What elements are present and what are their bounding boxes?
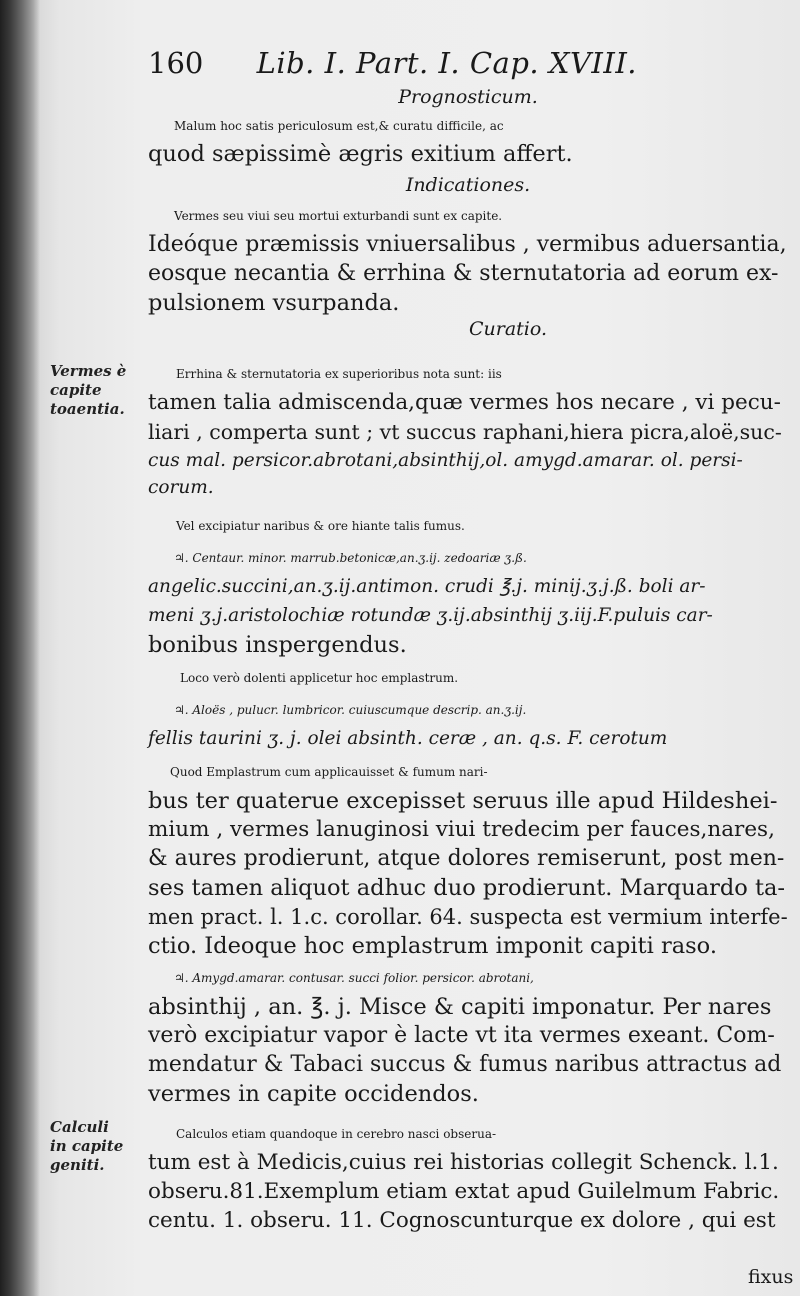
recipe-line: ♃. Aloës , pulucr. lumbricor. cuiuscumque descrip. an.ʒ.ij.: [174, 703, 527, 717]
page-header: [148, 46, 708, 82]
recipe-line: meni ʒ.j.aristolochiæ rotundæ ʒ.ij.absinthij ʒ.iij.F.puluis car-: [148, 605, 713, 626]
text-line: centu. 1. obseru. 11. Cognoscunturque ex dolore , qui est: [148, 1208, 776, 1233]
text-line: ses tamen aliquot adhuc duo prodierunt. Marquardo ta-: [148, 875, 786, 901]
text-line: bonibus inspergendus.: [148, 632, 407, 658]
text-line: ctio. Ideoque hoc emplastrum imponit capiti raso.: [148, 933, 717, 959]
text-line: eosque necantia & errhina & sternutatoria ad eorum ex-: [148, 261, 779, 286]
text-line: & aures prodierunt, atque dolores remiserunt, post men-: [148, 846, 785, 871]
section-heading-prognosticum: Prognosticum.: [398, 86, 538, 108]
text-line: tum est à Medicis,cuius rei historias collegit Schenck. l.1.: [148, 1150, 779, 1175]
text-line: cus mal. persicor.abrotani,absinthij,ol. amygd.amarar. ol. persi-: [148, 450, 743, 471]
margin-note-vermes: [50, 362, 148, 419]
text-line: mium , vermes lanuginosi viui tredecim per fauces,nares,: [148, 817, 775, 842]
margin-note-line: capite: [50, 381, 102, 399]
section-heading-indicationes: Indicationes.: [405, 174, 531, 196]
text-line: vermes in capite occidendos.: [148, 1081, 479, 1107]
page-number: 160: [148, 46, 204, 80]
text-line: tamen talia admiscenda,quæ vermes hos necare , vi pecu-: [148, 390, 781, 415]
catchword: fixus: [748, 1266, 794, 1288]
margin-note-line: toaentia.: [50, 400, 125, 418]
margin-note-line: Vermes è: [50, 362, 127, 380]
margin-note-line: geniti.: [50, 1156, 105, 1174]
text-line: pulsionem vsurpanda.: [148, 290, 400, 316]
text-line: bus ter quaterue excepisset seruus ille apud Hildeshei-: [148, 788, 778, 814]
recipe-line: ♃. Centaur. minor. marrub.betonicæ,an.ʒ.ij. zedoariæ ʒ.ß.: [174, 551, 527, 565]
running-title: Lib. I. Part. I. Cap. XVIII.: [256, 46, 638, 80]
text-line: Loco verò dolenti applicetur hoc emplastrum.: [180, 671, 459, 685]
text-line: quod sæpissimè ægris exitium affert.: [148, 141, 573, 167]
text-line: absinthij , an. ℥. j. Misce & capiti imponatur. Per nares: [148, 994, 772, 1020]
text-line: Vermes seu viui seu mortui exturbandi sunt ex capite.: [174, 209, 503, 223]
recipe-line: fellis taurini ʒ. j. olei absinth. ceræ , an. q.s. F. cerotum: [148, 728, 668, 749]
text-line: mendatur & Tabaci succus & fumus naribus attractus ad: [148, 1052, 782, 1077]
text-line: Malum hoc satis periculosum est,& curatu difficile, ac: [174, 119, 504, 133]
text-line: verò excipiatur vapor è lacte vt ita vermes exeant. Com-: [148, 1023, 775, 1048]
recipe-line: angelic.succini,an.ʒ.ij.antimon. crudi ℥.j. minij.ʒ.j.ß. boli ar-: [148, 576, 706, 597]
margin-note-line: Calculi: [50, 1118, 109, 1136]
text-line: corum.: [148, 477, 214, 498]
text-line: obseru.81.Exemplum etiam extat apud Guilelmum Fabric.: [148, 1179, 780, 1204]
text-line: liari , comperta sunt ; vt succus raphani,hiera picra,aloë,suc-: [148, 420, 782, 444]
text-line: men pract. l. 1.c. corollar. 64. suspecta est vermium interfe-: [148, 905, 788, 929]
section-heading-curatio: Curatio.: [468, 318, 548, 340]
text-line: Errhina & sternutatoria ex superioribus nota sunt: iis: [176, 367, 502, 381]
page-binding-shadow: [0, 0, 40, 1296]
text-line: Vel excipiatur naribus & ore hiante talis fumus.: [176, 519, 465, 533]
text-line: Calculos etiam quandoque in cerebro nasci obserua-: [176, 1127, 497, 1141]
text-line: Quod Emplastrum cum applicauisset & fumum nari-: [170, 765, 488, 779]
margin-note-calculi: [50, 1118, 148, 1175]
recipe-line: ♃. Amygd.amarar. contusar. succi folior. persicor. abrotani,: [174, 971, 534, 985]
margin-note-line: in capite: [50, 1137, 124, 1155]
text-line: Ideóque præmissis vniuersalibus , vermibus aduersantia,: [148, 232, 787, 257]
